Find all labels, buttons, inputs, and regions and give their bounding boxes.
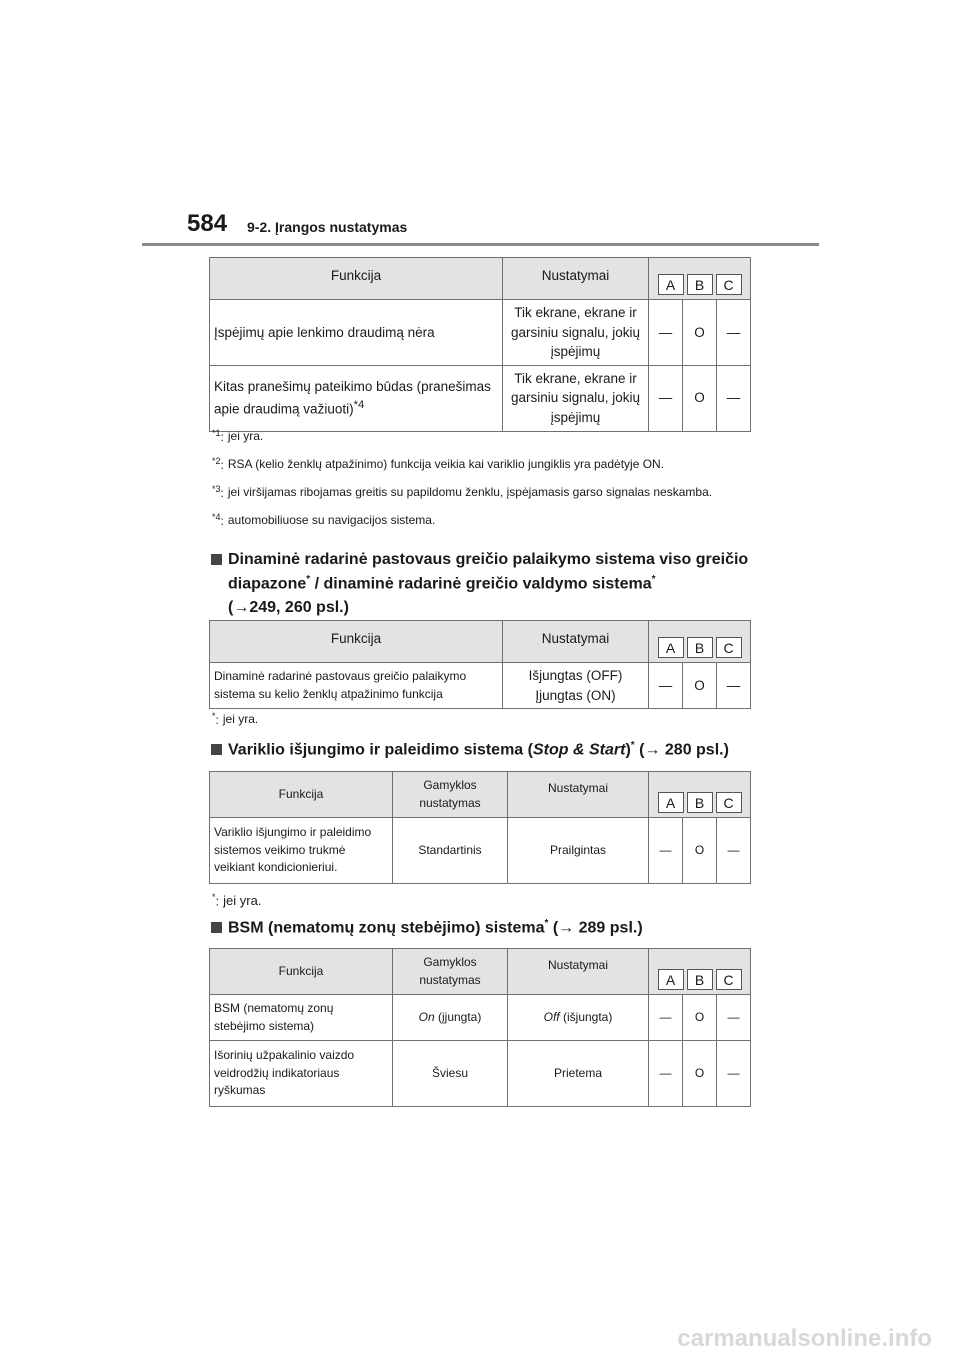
label-a: A [658, 792, 684, 813]
section-title: 9-2. Įrangos nustatymas [247, 219, 408, 235]
column-header-function: Funkcija [210, 621, 503, 663]
column-header-settings: Nustatymai [508, 772, 649, 818]
footnote: *: jei yra. [212, 892, 262, 909]
function-cell: Variklio išjungimo ir paleidimo sistemos veikimo trukmė veikiant kondicionieriui. [210, 818, 393, 884]
table-row [210, 300, 751, 366]
settings-table-2 [209, 620, 751, 709]
section-heading: Variklio išjungimo ir paleidimo sistema (Stop & Start)* (→ 280 psl.) [211, 738, 751, 762]
footnote: $^{*3}$: jei viršijamas ribojamas greitis su papildomu ženklu, įspėjamasis garso signalas neskamba. [212, 484, 713, 500]
label-c: C [716, 637, 742, 658]
label-a: A [658, 637, 684, 658]
setting-cell: Išjungtas (OFF) Įjungtas (ON) [503, 663, 649, 709]
label-b: B [687, 637, 713, 658]
settings-table-4 [209, 948, 751, 1107]
factory-cell: Standartinis [393, 818, 508, 884]
footnote: *: jei yra. [212, 711, 259, 727]
function-cell: Įspėjimų apie lenkimo draudimą nėra [210, 300, 503, 366]
watermark: carmanualsonline.info [677, 1325, 932, 1352]
label-c: C [716, 274, 742, 295]
page-reference: (→ 280 psl.) [634, 741, 729, 759]
column-header-settings: Nustatymai [508, 949, 649, 995]
setting-cell: Tik ekrane, ekrane ir garsiniu signalu, jokių įspėjimų [503, 300, 649, 366]
function-cell: BSM (nematomų zonų stebėjimo sistema) [210, 995, 393, 1041]
bullet-square-icon [211, 744, 222, 755]
setting-cell: Prietema [508, 1041, 649, 1107]
column-header-function: Funkcija [210, 772, 393, 818]
column-header-settings: Nustatymai [503, 258, 649, 300]
mark-c: — [717, 300, 751, 366]
column-header-settings: Nustatymai [503, 621, 649, 663]
setting-cell: Prailgintas [508, 818, 649, 884]
footnote: $^{*2}$: RSA (kelio ženklų atpažinimo) funkcija veikia kai variklio jungiklis yra padėtyje ON. [212, 456, 665, 472]
settings-table-3 [209, 771, 751, 884]
setting-cell: Tik ekrane, ekrane ir garsiniu signalu, jokių įspėjimų [503, 365, 649, 431]
label-b: B [687, 274, 713, 295]
mark-a: — [649, 300, 683, 366]
label-a: A [658, 274, 684, 295]
label-c: C [716, 969, 742, 990]
bullet-square-icon [211, 922, 222, 933]
table-row [210, 818, 751, 884]
column-header-abc [649, 772, 751, 818]
mark-c: — [717, 995, 751, 1041]
mark-b: O [683, 1041, 717, 1107]
settings-table-1 [209, 257, 751, 432]
footnotes [212, 427, 752, 539]
function-cell: Dinaminė radarinė pastovaus greičio palaikymo sistema su kelio ženklų atpažinimo funkcija [210, 663, 503, 709]
table-row [210, 995, 751, 1041]
bullet-square-icon [211, 554, 222, 565]
function-cell: Kitas pranešimų pateikimo būdas (pranešimas apie draudimą važiuoti)$^{*4}$ [210, 365, 503, 431]
mark-a: — [649, 1041, 683, 1107]
page-reference: (→249, 260 psl.) [228, 599, 349, 617]
table-row [210, 365, 751, 431]
factory-cell: On (įjungta) [393, 995, 508, 1041]
mark-b: O [683, 663, 717, 709]
section-heading: Dinaminė radarinė pastovaus greičio palaikymo sistema viso greičio diapazone* / dinaminė radarinė greičio valdymo sistema* (→249, 260 psl.) [211, 548, 751, 620]
column-header-abc [649, 258, 751, 300]
table-row [210, 663, 751, 709]
mark-c: — [717, 365, 751, 431]
mark-c: — [717, 1041, 751, 1107]
page-number: 584 [187, 210, 228, 237]
column-header-function: Funkcija [210, 949, 393, 995]
factory-cell: Šviesu [393, 1041, 508, 1107]
table-row [210, 1041, 751, 1107]
footnote: $^{*4}$: automobiliuose su navigacijos sistema. [212, 512, 436, 528]
section-heading: BSM (nematomų zonų stebėjimo) sistema* (→ 289 psl.) [211, 916, 751, 940]
label-a: A [658, 969, 684, 990]
label-b: B [687, 792, 713, 813]
mark-a: — [649, 818, 683, 884]
mark-a: — [649, 663, 683, 709]
footnote-ref: *4 [353, 398, 365, 411]
column-header-factory: Gamyklos nustatymas [393, 949, 508, 995]
mark-b: O [683, 995, 717, 1041]
mark-a: — [649, 995, 683, 1041]
page-reference: (→ 289 psl.) [548, 919, 643, 937]
mark-c: — [717, 818, 751, 884]
mark-c: — [717, 663, 751, 709]
setting-cell: Off (išjungta) [508, 995, 649, 1041]
function-cell: Išorinių užpakalinio vaizdo veidrodžių indikatoriaus ryškumas [210, 1041, 393, 1107]
mark-b: O [683, 818, 717, 884]
label-c: C [716, 792, 742, 813]
mark-b: O [683, 365, 717, 431]
column-header-abc [649, 949, 751, 995]
footnote: $^{*1}$: jei yra. [212, 428, 264, 444]
mark-b: O [683, 300, 717, 366]
footnotes [212, 710, 752, 738]
column-header-abc [649, 621, 751, 663]
column-header-function: Funkcija [210, 258, 503, 300]
mark-a: — [649, 365, 683, 431]
header-rule [142, 243, 819, 246]
label-b: B [687, 969, 713, 990]
column-header-factory: Gamyklos nustatymas [393, 772, 508, 818]
